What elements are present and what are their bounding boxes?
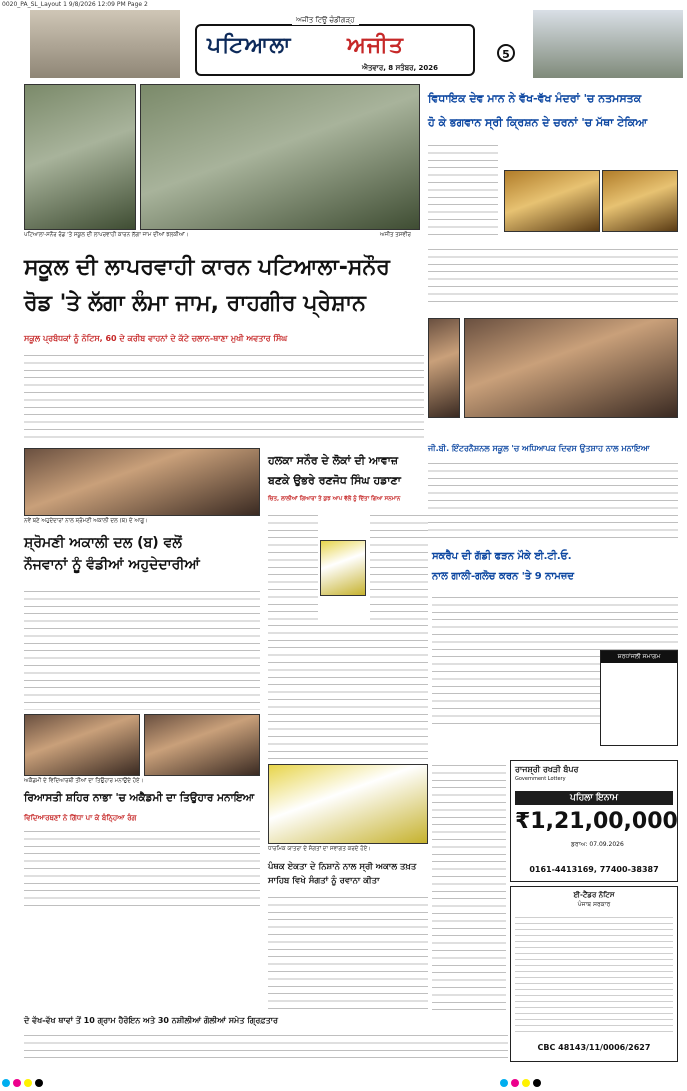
- bottom-body: [24, 1030, 508, 1060]
- halka-body-2: [370, 510, 428, 620]
- lottery-org-en: Government Lottery: [515, 776, 566, 782]
- lottery-prize-label: ਪਹਿਲਾ ਇਨਾਮ: [515, 791, 673, 805]
- masthead-left-photo: [30, 10, 180, 78]
- right-top-headline-line2: ਹੋ ਕੇ ਭਗਵਾਨ ਸ੍ਰੀ ਕ੍ਰਿਸ਼ਨ ਦੇ ਚਰਨਾਂ 'ਚ ਮੱਥਾ ਟੇਕਿਆ: [428, 116, 648, 129]
- academy-photo-1: [24, 714, 140, 776]
- lottery-org: ਰਾਜਸ਼੍ਰੀ ਰਖੜੀ ਬੰਪਰ: [515, 765, 579, 774]
- academy-caption: ਅਕੈਡਮੀ ਦੇ ਵਿਦਿਆਰਥੀ ਤੀਆਂ ਦਾ ਤਿਉਹਾਰ ਮਨਾਉਂਦੇ ਹੋਏ।: [24, 778, 144, 784]
- akali-headline-line1: ਸ਼੍ਰੋਮਣੀ ਅਕਾਲੀ ਦਲ (ਬ) ਵਲੋਂ: [24, 535, 182, 551]
- tender-subtitle: ਪੰਜਾਬ ਸਰਕਾਰ: [577, 901, 611, 908]
- bottom-headline: ਦੋ ਵੱਖ-ਵੱਖ ਥਾਵਾਂ ਤੋਂ 10 ਗ੍ਰਾਮ ਹੈਰੋਇਨ ਅਤੇ 30 ਨਸ਼ੀਲੀਆਂ ਗੋਲੀਆਂ ਸਮੇਤ ਗ੍ਰਿਫ਼ਤਾਰ: [24, 1016, 278, 1025]
- top-photo-caption: ਪਟਿਆਲਾ-ਸਨੌਰ ਰੋਡ 'ਤੇ ਸਕੂਲ ਦੀ ਲਾਪਰਵਾਹੀ ਕਾਰਨ ਲੱਗਾ ਜਾਮ ਦੀਆਂ ਝਲਕੀਆਂ।: [24, 232, 189, 238]
- halka-subhead: ਚਿਤ, ਲਾਲੀਆਂ ਗਿਆਰਾ ਤੇ ਕੁਝ ਆਪ ਵੱਲੋਂ ਨੂੰ ਦਿੱਤਾ ਗਿਆ ਸਨਮਾਨ: [268, 496, 401, 502]
- jam-photo-1: [24, 84, 136, 230]
- school-logo-photo: [428, 318, 460, 418]
- masthead-logo: [195, 16, 475, 76]
- tender-body: [515, 913, 673, 1037]
- pilgrimage-headline-line1: ਪੰਥਕ ਏਕਤਾ ਦੇ ਨਿਸ਼ਾਨੇ ਨਾਲ ਸ੍ਰੀ ਅਕਾਲ ਤਖ਼ਤ: [268, 862, 417, 872]
- pilgrimage-photo: [268, 764, 428, 844]
- registration-marks: [2, 1072, 202, 1082]
- tender-ad: [510, 886, 678, 1062]
- title-left: ਪਟਿਆਲਾ: [207, 32, 292, 58]
- akali-body: [24, 586, 260, 710]
- lottery-ad: [510, 760, 678, 882]
- slug-line: 0020_PA_SL_Layout 1 9/8/2026 12:09 PM Page 2: [2, 1, 148, 8]
- masthead-date: ਐਤਵਾਰ, 8 ਸਤੰਬਰ, 2026: [362, 64, 439, 72]
- school-body: [428, 458, 678, 538]
- academy-subhead: ਵਿਦਿਆਰਥਣਾਂ ਨੇ ਗਿੱਧਾ ਪਾ ਕੇ ਬੰਨ੍ਹਿਆ ਰੰਗ: [24, 814, 137, 822]
- halka-body-3: [268, 620, 428, 760]
- scrap-headline-line1: ਸਕਰੈਪ ਦੀ ਗੱਡੀ ਫੜਨ ਮੌਕੇ ਈ.ਟੀ.ਓ.: [432, 551, 572, 562]
- jam-photo-2: [140, 84, 420, 230]
- right-top-headline-line1: ਵਿਧਾਇਕ ਦੇਵ ਮਾਨ ਨੇ ਵੱਖ-ਵੱਖ ਮੰਦਰਾਂ 'ਚ ਨਤਮਸਤਕ: [428, 92, 642, 105]
- pilgrimage-caption: ਧਾਰਮਿਕ ਯਾਤਰਾ ਦੇ ਸੰਗਤਾਂ ਦਾ ਸਵਾਗਤ ਕਰਦੇ ਹੋਏ।: [268, 846, 371, 852]
- tender-code: CBC 48143/11/0006/2627: [537, 1043, 651, 1052]
- halka-body-1: [268, 510, 318, 620]
- right-top-body-2: [428, 244, 678, 304]
- page-number: 5: [497, 44, 515, 62]
- school-photo: [464, 318, 678, 418]
- academy-body: [24, 826, 260, 910]
- notice-title: ਸ਼ਰਧਾਂਜਲੀ ਸਮਾਗਮ: [601, 651, 677, 663]
- main-subhead: ਸਕੂਲ ਪ੍ਰਬੰਧਕਾਂ ਨੂੰ ਨੋਟਿਸ, 60 ਦੇ ਕਰੀਬ ਵਾਹਨਾਂ ਦੇ ਕੱਟੇ ਚਲਾਨ-ਥਾਣਾ ਮੁਖੀ ਅਵਤਾਰ ਸਿੰਘ: [24, 334, 288, 343]
- halka-headline-line1: ਹਲਕਾ ਸਨੌਰ ਦੇ ਲੋਕਾਂ ਦੀ ਆਵਾਜ਼: [268, 454, 399, 467]
- lottery-amount: ₹1,21,00,000: [515, 809, 678, 834]
- akali-group-photo: [24, 448, 260, 516]
- main-headline-line1: ਸਕੂਲ ਦੀ ਲਾਪਰਵਾਹੀ ਕਾਰਨ ਪਟਿਆਲਾ-ਸਨੌਰ: [24, 255, 390, 280]
- akali-headline-line2: ਨੌਜਵਾਨਾਂ ਨੂੰ ਵੰਡੀਆਂ ਅਹੁਦੇਦਾਰੀਆਂ: [24, 557, 200, 573]
- pilgrimage-headline-line2: ਸਾਹਿਬ ਵਿਖੇ ਸੰਗਤਾਂ ਨੂੰ ਰਵਾਨਾ ਕੀਤਾ: [268, 876, 380, 886]
- lottery-phone: 0161-4413169, 77400-38387: [529, 865, 659, 874]
- school-headline: ਜੀ.ਬੀ. ਇੰਟਰਨੈਸ਼ਨਲ ਸਕੂਲ 'ਚ ਅਧਿਆਪਕ ਦਿਵਸ ਉਤਸ਼ਾਹ ਨਾਲ ਮਨਾਇਆ: [428, 444, 650, 453]
- top-photo-credit: ਅਜੀਤ ਤਸਵੀਰ: [380, 232, 411, 238]
- right-top-body-1: [428, 140, 498, 240]
- temple-photo-2: [602, 170, 678, 232]
- masthead-right-photo: [533, 10, 683, 78]
- temple-photo-1: [504, 170, 600, 232]
- halka-portrait: [320, 540, 366, 596]
- registration-marks-right: [500, 1072, 680, 1082]
- edition-label: ਅਜੀਤ ਟਿਊ ਚੰਡੀਗੜ੍ਹ: [292, 16, 359, 25]
- lottery-draw-date: ਡਰਾਅ: 07.09.2026: [571, 841, 624, 848]
- notice-box: [600, 650, 678, 746]
- main-headline-line2: ਰੋਡ 'ਤੇ ਲੱਗਾ ਲੰਮਾ ਜਾਮ, ਰਾਹਗੀਰ ਪ੍ਰੇਸ਼ਾਨ: [24, 291, 366, 316]
- tender-title: ਈ-ਟੈਂਡਰ ਨੋਟਿਸ: [573, 891, 615, 899]
- lower-column-body: [432, 760, 506, 1010]
- halka-headline-line2: ਬਣਕੇ ਉਭਰੇ ਰਣਜੋਧ ਸਿੰਘ ਹਡਾਣਾ: [268, 474, 401, 487]
- academy-photo-2: [144, 714, 260, 776]
- akali-caption: ਨਵੇਂ ਬਣੇ ਅਹੁਦੇਦਾਰਾਂ ਨਾਲ ਸ਼੍ਰੋਮਣੀ ਅਕਾਲੀ ਦਲ (ਬ) ਦੇ ਆਗੂ।: [24, 518, 148, 524]
- scrap-headline-line2: ਨਾਲ ਗਾਲੀ-ਗਲੋਚ ਕਰਨ 'ਤੇ 9 ਨਾਮਜ਼ਦ: [432, 571, 574, 582]
- pilgrimage-body: [268, 892, 428, 1012]
- title-right: ਅਜੀਤ: [347, 32, 404, 58]
- academy-headline: ਰਿਆਸਤੀ ਸ਼ਹਿਰ ਨਾਭਾ 'ਚ ਅਕੈਡਮੀ ਦਾ ਤਿਉਹਾਰ ਮਨਾਇਆ: [24, 792, 255, 804]
- main-story-body: [24, 350, 424, 442]
